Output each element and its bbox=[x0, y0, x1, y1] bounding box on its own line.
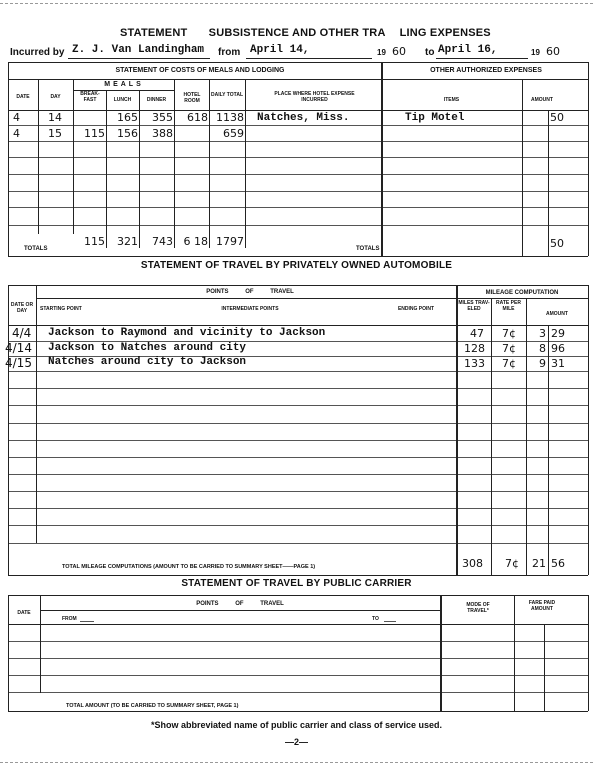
title-left: STATEMENT bbox=[120, 27, 188, 39]
to-date: April 16, bbox=[438, 44, 498, 56]
carrier-total-label: TOTAL AMOUNT (TO BE CARRIED TO SUMMARY SHEET, PAGE 1) bbox=[66, 703, 239, 709]
rule bbox=[8, 62, 9, 256]
rule bbox=[8, 110, 588, 111]
col-daily: DAILY TOTAL bbox=[210, 92, 244, 98]
rule bbox=[38, 79, 39, 234]
total-hotel: 6 18 bbox=[183, 235, 208, 248]
meals-section-title: STATEMENT OF COSTS OF MEALS AND LODGING bbox=[115, 67, 285, 74]
rule bbox=[8, 285, 9, 575]
rule bbox=[36, 285, 37, 543]
rule bbox=[588, 285, 589, 575]
rule bbox=[381, 62, 383, 256]
auto-col-date: DATE OR DAY bbox=[10, 302, 34, 314]
rule bbox=[40, 610, 440, 611]
year-prefix-1: 19 bbox=[377, 48, 386, 57]
auto-row-date: 4/4 bbox=[12, 326, 32, 340]
rule bbox=[8, 371, 588, 372]
auto-row-date: 4/15 bbox=[5, 356, 32, 370]
rule bbox=[548, 110, 549, 256]
rule bbox=[8, 388, 588, 389]
rule bbox=[8, 711, 588, 712]
auto-row-miles: 133 bbox=[464, 357, 485, 370]
rule bbox=[174, 79, 175, 248]
auto-row-cents: 29 bbox=[551, 327, 565, 340]
col-date: DATE bbox=[16, 94, 30, 100]
row-day: 14 bbox=[48, 111, 62, 124]
rule bbox=[384, 621, 396, 622]
title-mid: SUBSISTENCE AND OTHER TRA bbox=[208, 27, 386, 39]
from-date: April 14, bbox=[250, 44, 310, 56]
col-lunch: LUNCH bbox=[113, 97, 132, 103]
rule bbox=[588, 62, 589, 256]
form-title bbox=[120, 27, 491, 39]
rule bbox=[8, 256, 588, 257]
total-lunch: 321 bbox=[117, 235, 138, 248]
rule bbox=[8, 225, 588, 226]
bottom-perforation bbox=[0, 762, 593, 763]
carrier-from-label: FROM bbox=[62, 616, 77, 622]
rule bbox=[514, 595, 515, 711]
auto-total-miles: 308 bbox=[462, 557, 483, 570]
rule bbox=[8, 508, 588, 509]
rule bbox=[8, 641, 588, 642]
rule bbox=[8, 191, 588, 192]
auto-row-date: 4/14 bbox=[5, 341, 32, 355]
rule bbox=[8, 595, 588, 596]
rule bbox=[8, 525, 588, 526]
rule bbox=[8, 658, 588, 659]
to-underline bbox=[436, 58, 528, 59]
rule bbox=[8, 423, 588, 424]
carrier-to-label: TO bbox=[372, 616, 379, 622]
rule bbox=[544, 624, 545, 711]
auto-row-dollars: 9 bbox=[539, 357, 546, 370]
rule bbox=[8, 325, 588, 326]
auto-col-intermediate: INTERMEDIATE POINTS bbox=[221, 306, 279, 312]
total-amount: 50 bbox=[550, 237, 564, 250]
rule bbox=[36, 298, 456, 299]
to-label: to bbox=[425, 47, 435, 58]
row-dinner: 355 bbox=[152, 111, 173, 124]
year-prefix-2: 19 bbox=[531, 48, 540, 57]
row-hotel: 618 bbox=[187, 111, 208, 124]
col-items: ITEMS bbox=[443, 97, 460, 103]
auto-total-label: TOTAL MILEAGE COMPUTATIONS (AMOUNT TO BE CARRIED TO SUMMARY SHEET——PAGE 1) bbox=[62, 564, 316, 570]
auto-col-rate: RATE PER MILE bbox=[496, 300, 521, 312]
col-dinner: DINNER bbox=[146, 97, 167, 103]
rule bbox=[491, 298, 492, 575]
year-2: 60 bbox=[546, 45, 560, 58]
row-breakfast: 115 bbox=[84, 127, 105, 140]
rule bbox=[440, 595, 442, 711]
other-expenses-title: OTHER AUTHORIZED EXPENSES bbox=[430, 67, 542, 74]
row-item: Tip Motel bbox=[405, 112, 465, 124]
row-amount: 50 bbox=[550, 111, 564, 124]
carrier-col-mode: MODE OF TRAVEL* bbox=[466, 602, 490, 614]
rule bbox=[245, 79, 246, 248]
col-day: DAY bbox=[50, 94, 61, 100]
carrier-section-title: STATEMENT OF TRAVEL BY PUBLIC CARRIER bbox=[181, 578, 412, 589]
auto-points-header: POINTS OF TRAVEL bbox=[206, 289, 294, 295]
rule bbox=[8, 491, 588, 492]
carrier-points-header: POINTS OF TRAVEL bbox=[196, 601, 284, 607]
rule bbox=[8, 692, 588, 693]
auto-row-rate: 7¢ bbox=[502, 327, 516, 340]
rule bbox=[8, 174, 588, 175]
totals-label-2: TOTALS bbox=[356, 246, 380, 252]
auto-section-title: STATEMENT OF TRAVEL BY PRIVATELY OWNED AUTOMOBILE bbox=[140, 260, 453, 271]
auto-row-miles: 128 bbox=[464, 342, 485, 355]
rule bbox=[8, 440, 588, 441]
rule bbox=[8, 285, 588, 286]
auto-total-rate: 7¢ bbox=[505, 557, 519, 570]
row-date: 4 bbox=[13, 127, 20, 140]
mileage-header: MILEAGE COMPUTATION bbox=[485, 290, 559, 296]
rule bbox=[8, 457, 588, 458]
col-place: PLACE WHERE HOTEL EXPENSE INCURRED bbox=[274, 91, 355, 103]
incurred-label: Incurred by bbox=[10, 47, 65, 58]
page-number: —2— bbox=[284, 737, 308, 747]
rule bbox=[8, 405, 588, 406]
auto-col-start: STARTING POINT bbox=[40, 306, 82, 312]
rule bbox=[8, 624, 588, 625]
row-lunch: 165 bbox=[117, 111, 138, 124]
carrier-col-date: DATE bbox=[17, 610, 31, 616]
auto-total-cents: 56 bbox=[551, 557, 565, 570]
rule bbox=[8, 141, 588, 142]
auto-row-rate: 7¢ bbox=[502, 357, 516, 370]
top-perforation bbox=[0, 3, 593, 4]
auto-col-miles: MILES TRAV-ELED bbox=[458, 300, 490, 312]
auto-row-route: Jackson to Raymond and vicinity to Jackson bbox=[48, 327, 326, 339]
total-breakfast: 115 bbox=[84, 235, 105, 248]
row-lunch: 156 bbox=[117, 127, 138, 140]
row-daily: 1138 bbox=[216, 111, 244, 124]
rule bbox=[8, 575, 588, 576]
from-underline bbox=[246, 58, 372, 59]
auto-row-route: Jackson to Natches around city bbox=[48, 342, 247, 354]
row-day: 15 bbox=[48, 127, 62, 140]
rule bbox=[8, 79, 588, 80]
auto-row-route: Natches around city to Jackson bbox=[48, 356, 247, 368]
auto-row-miles: 47 bbox=[470, 327, 484, 340]
rule bbox=[456, 285, 458, 575]
rule bbox=[456, 298, 588, 299]
auto-row-dollars: 3 bbox=[539, 327, 546, 340]
rule bbox=[209, 79, 210, 248]
rule bbox=[8, 543, 588, 544]
auto-col-ending: ENDING POINT bbox=[397, 306, 435, 312]
auto-row-cents: 96 bbox=[551, 342, 565, 355]
col-hotel: HOTEL ROOM bbox=[183, 92, 201, 104]
rule bbox=[588, 595, 589, 711]
incurred-underline bbox=[68, 58, 210, 59]
totals-label: TOTALS bbox=[24, 246, 48, 252]
total-dinner: 743 bbox=[152, 235, 173, 248]
auto-row-cents: 31 bbox=[551, 357, 565, 370]
rule bbox=[8, 207, 588, 208]
rule bbox=[80, 621, 94, 622]
row-dinner: 388 bbox=[152, 127, 173, 140]
title-right: LING EXPENSES bbox=[399, 27, 491, 39]
col-breakfast: BREAK-FAST bbox=[80, 91, 100, 103]
rule bbox=[522, 79, 523, 256]
meals-group-header: MEALS bbox=[104, 81, 144, 88]
auto-row-dollars: 8 bbox=[539, 342, 546, 355]
from-label: from bbox=[218, 47, 241, 58]
rule bbox=[8, 62, 588, 63]
auto-col-amount: AMOUNT bbox=[546, 311, 568, 317]
row-date: 4 bbox=[13, 111, 20, 124]
rule bbox=[8, 125, 588, 126]
carrier-col-fare: FARE PAID AMOUNT bbox=[528, 600, 556, 612]
auto-row-rate: 7¢ bbox=[502, 342, 516, 355]
rule bbox=[8, 157, 588, 158]
rule bbox=[548, 325, 549, 575]
col-amount: AMOUNT bbox=[531, 97, 553, 103]
incurred-name: Z. J. Van Landingham bbox=[72, 44, 205, 56]
year-1: 60 bbox=[392, 45, 406, 58]
row-place: Natches, Miss. bbox=[257, 112, 350, 124]
row-daily: 659 bbox=[223, 127, 244, 140]
rule bbox=[40, 595, 41, 693]
rule bbox=[8, 474, 588, 475]
total-daily: 1797 bbox=[216, 235, 244, 248]
footnote: *Show abbreviated name of public carrier and class of service used. bbox=[150, 720, 443, 730]
rule bbox=[8, 675, 588, 676]
auto-total-dollars: 21 bbox=[532, 557, 546, 570]
